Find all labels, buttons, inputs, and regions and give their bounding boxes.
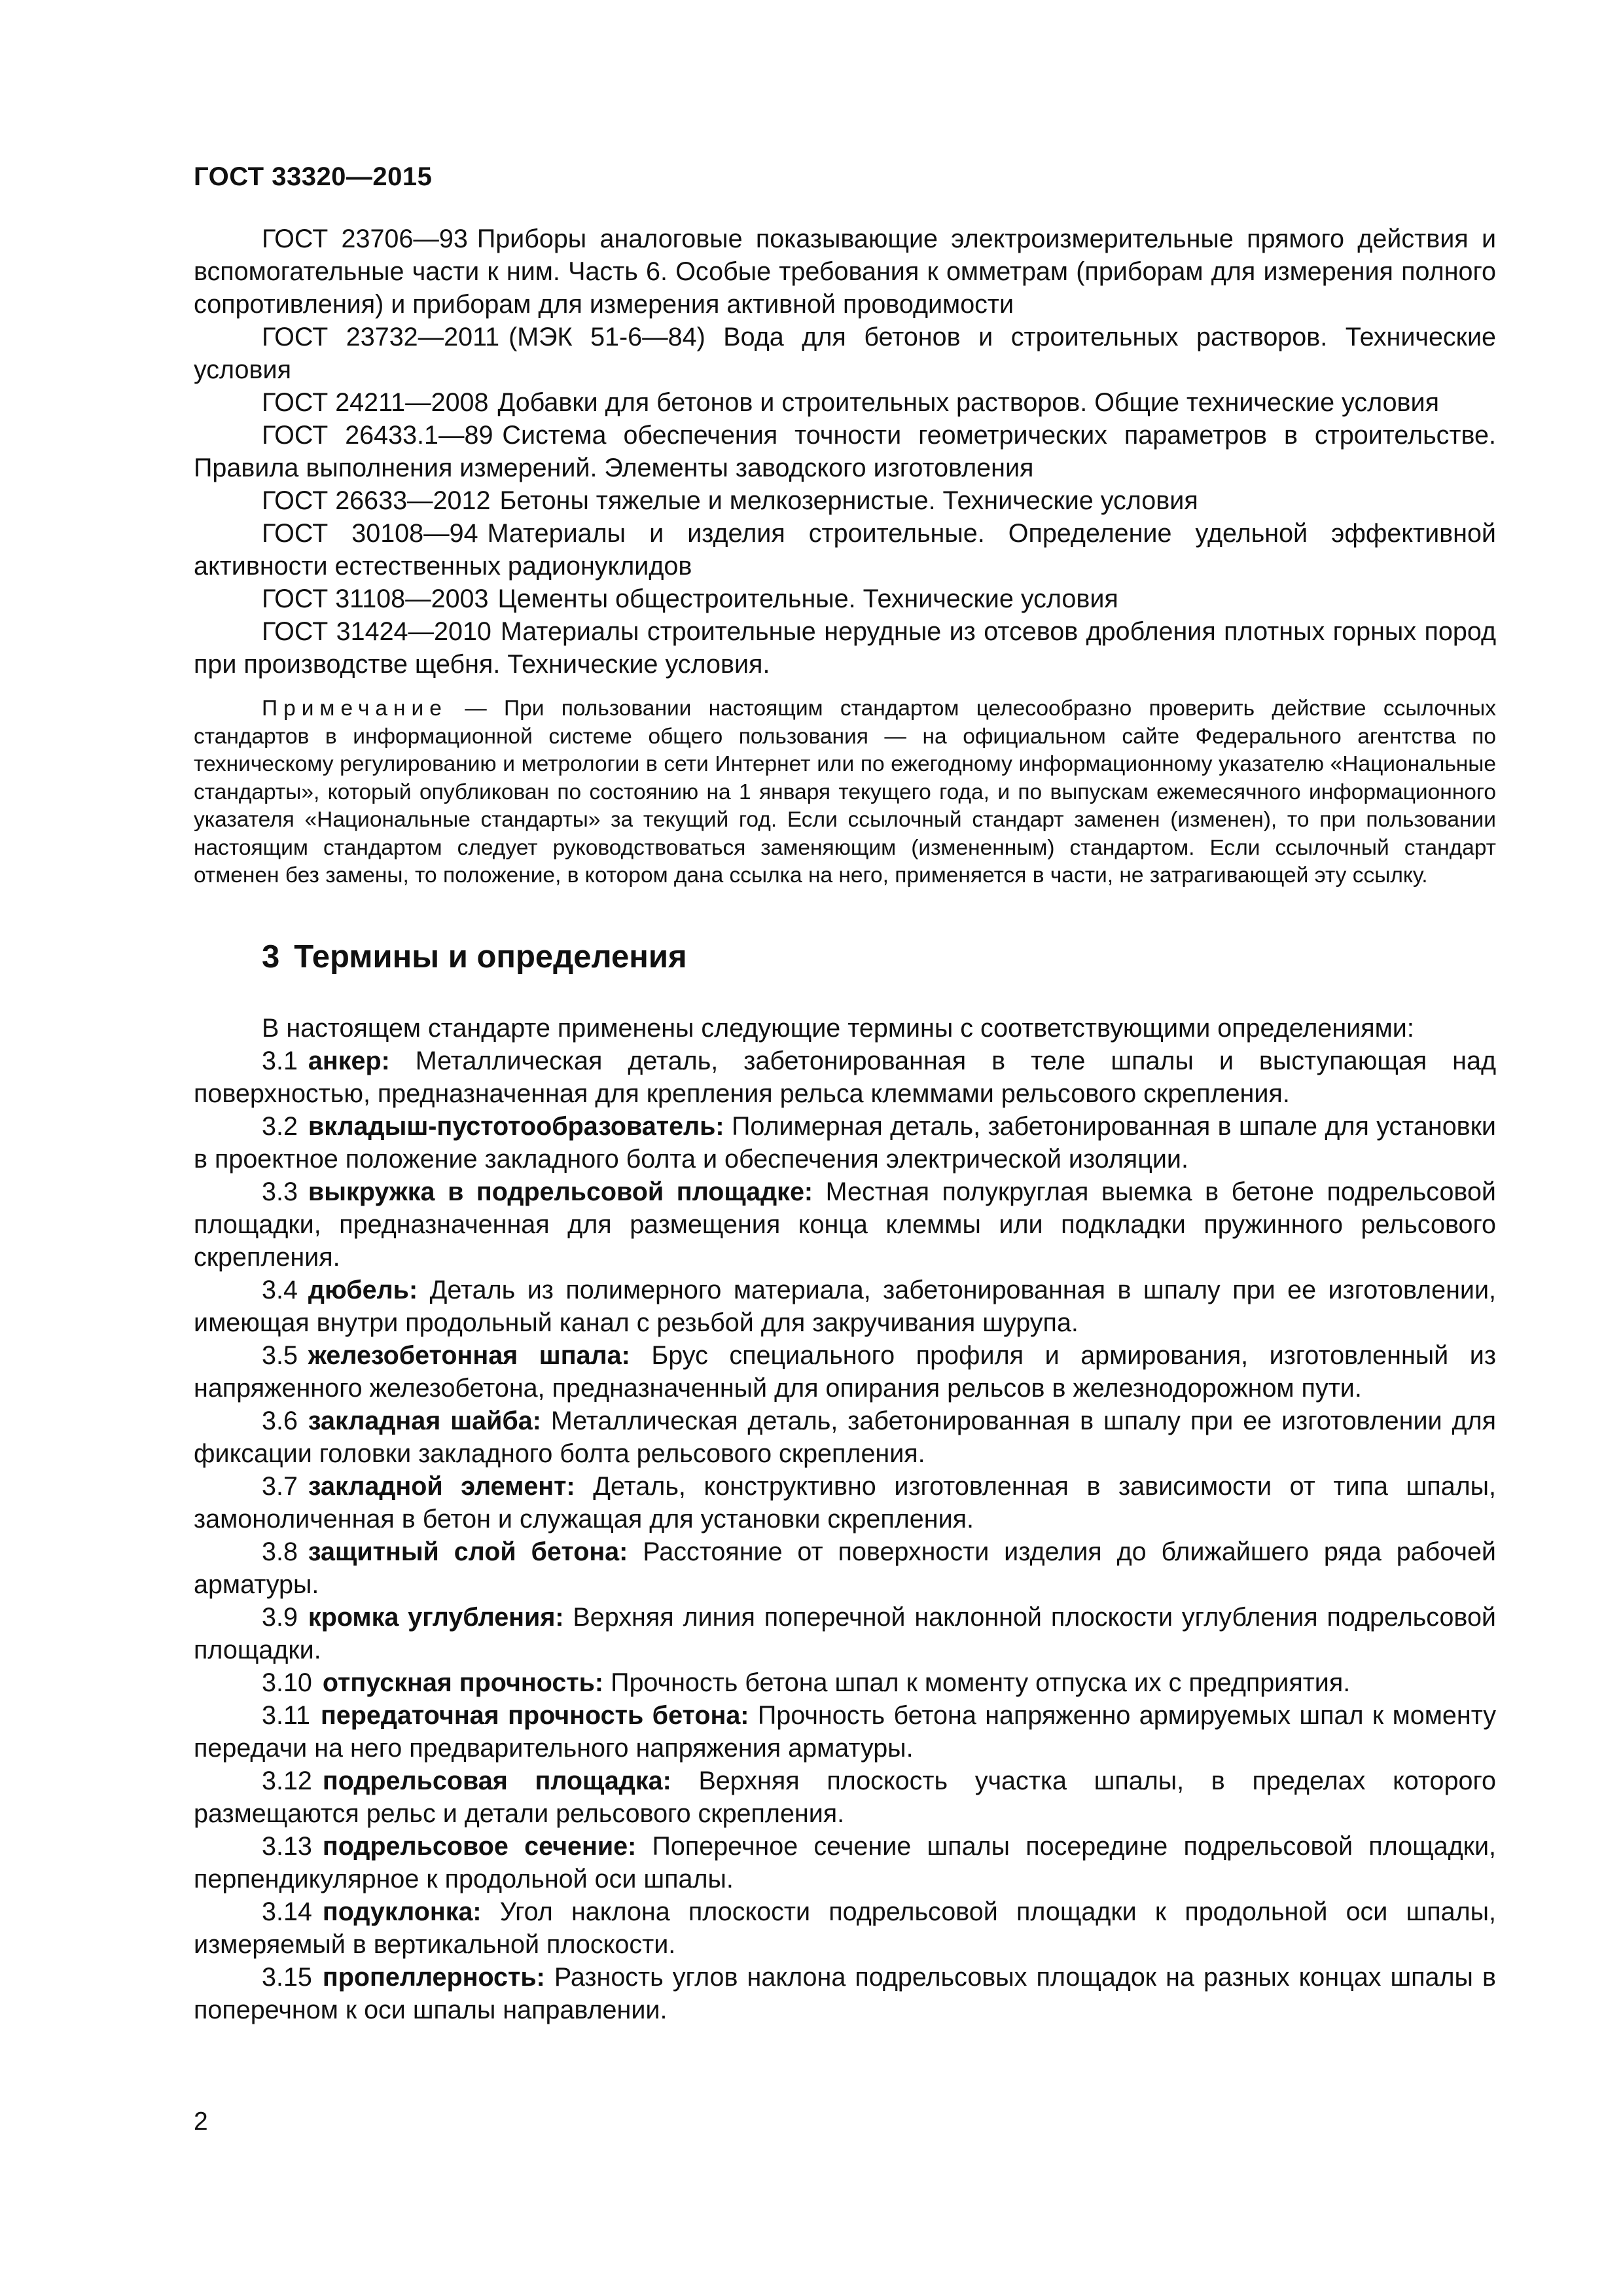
term-name: вкладыш-пустотообразователь: bbox=[308, 1111, 724, 1141]
term-name: анкер: bbox=[308, 1046, 390, 1075]
term-name: пропеллерность: bbox=[322, 1962, 545, 1992]
term-name: кромка углубления: bbox=[308, 1602, 564, 1632]
term-number: 3.9 bbox=[262, 1602, 298, 1632]
term-number: 3.4 bbox=[262, 1275, 298, 1304]
section-number: 3 bbox=[262, 939, 280, 975]
document-body bbox=[194, 223, 1496, 2026]
term-definition: Угол наклона плоскости подрельсовой площадки к продольной оси шпалы, измеряемый в вертикальной плоскости. bbox=[194, 1897, 1496, 1959]
term-entry bbox=[194, 1045, 1496, 1110]
term-entry bbox=[194, 1699, 1496, 1765]
term-entry bbox=[194, 1535, 1496, 1601]
reference-item bbox=[194, 517, 1496, 583]
term-number: 3.1 bbox=[262, 1046, 298, 1075]
term-definition: Верхняя плоскость участка шпалы, в пределах которого размещаются рельс и детали рельсового скрепления. bbox=[194, 1766, 1496, 1828]
reference-item bbox=[194, 615, 1496, 681]
reference-title: Цементы общестроительные. Технические условия bbox=[497, 584, 1118, 613]
term-definition: Брус специального профиля и армирования, изготовленный из напряженного железобетона, предназначенный для опирания рельсов в железнодорожном пути. bbox=[194, 1340, 1496, 1403]
note-paragraph bbox=[194, 695, 1496, 890]
term-name: подуклонка: bbox=[322, 1897, 482, 1926]
term-definition: Металлическая деталь, забетонированная в шпалу при ее изготовлении для фиксации головки закладного болта рельсового скрепления. bbox=[194, 1406, 1497, 1468]
reference-title: Бетоны тяжелые и мелкозернистые. Технические условия bbox=[499, 486, 1198, 515]
term-name: передаточная прочность бетона: bbox=[320, 1700, 749, 1730]
reference-title: Материалы строительные нерудные из отсевов дробления плотных горных пород при производстве щебня. Технические условия. bbox=[194, 617, 1496, 679]
reference-title: Материалы и изделия строительные. Определение удельной эффективной активности естественных радионуклидов bbox=[194, 519, 1496, 581]
note-label: Примечание bbox=[262, 696, 448, 721]
term-entry bbox=[194, 1895, 1496, 1961]
term-entry bbox=[194, 1666, 1496, 1699]
term-entry bbox=[194, 1110, 1496, 1175]
reference-code: ГОСТ 26433.1—89 bbox=[262, 421, 493, 450]
term-name: выкружка в подрельсовой площадке: bbox=[308, 1177, 813, 1206]
reference-title: Приборы аналоговые показывающие электроизмерительные прямого действия и вспомогательные части к ним. Часть 6. Особые требования к омметрам (приборам для измерения полного сопротивления) и приборам для измерения активной проводимости bbox=[194, 224, 1497, 319]
term-name: подрельсовая площадка: bbox=[322, 1766, 671, 1795]
term-entry bbox=[194, 1339, 1496, 1405]
term-number: 3.11 bbox=[262, 1700, 310, 1730]
term-number: 3.13 bbox=[262, 1831, 312, 1861]
reference-title: Система обеспечения точности геометрических параметров в строительстве. Правила выполнения измерений. Элементы заводского изготовления bbox=[194, 421, 1496, 482]
term-name: защитный слой бетона: bbox=[308, 1537, 628, 1566]
term-number: 3.6 bbox=[262, 1406, 298, 1435]
term-definition: Металлическая деталь, забетонированная в теле шпалы и выступающая над поверхностью, предназначенная для крепления рельса клеммами рельсового скрепления. bbox=[194, 1046, 1496, 1108]
term-name: подрельсовое сечение: bbox=[322, 1831, 637, 1861]
reference-item bbox=[194, 386, 1496, 419]
document-header: ГОСТ 33320—2015 bbox=[194, 162, 433, 191]
reference-title: (МЭК 51-6—84) Вода для бетонов и строительных растворов. Технические условия bbox=[194, 323, 1496, 384]
reference-item bbox=[194, 419, 1496, 484]
section-intro: В настоящем стандарте применены следующие термины с соответствующими определениями: bbox=[262, 1013, 1414, 1043]
term-definition: Деталь из полимерного материала, забетонированная в шпалу при ее изготовлении, имеющая внутри продольный канал с резьбой для закручивания шурупа. bbox=[194, 1275, 1496, 1337]
reference-title: Добавки для бетонов и строительных растворов. Общие технические условия bbox=[497, 388, 1439, 417]
term-number: 3.3 bbox=[262, 1177, 298, 1206]
term-definition: Верхняя линия поперечной наклонной плоскости углубления подрельсовой площадки. bbox=[194, 1602, 1496, 1664]
page-number: 2 bbox=[194, 2108, 208, 2136]
reference-code: ГОСТ 23706—93 bbox=[262, 224, 468, 253]
term-definition: Поперечное сечение шпалы посередине подрельсовой площадки, перпендикулярное к продольной оси шпалы. bbox=[194, 1831, 1496, 1893]
term-name: закладная шайба: bbox=[308, 1406, 541, 1435]
reference-code: ГОСТ 30108—94 bbox=[262, 519, 478, 548]
term-number: 3.14 bbox=[262, 1897, 312, 1926]
section-heading bbox=[194, 937, 1496, 977]
term-number: 3.15 bbox=[262, 1962, 312, 1992]
term-entry bbox=[194, 1961, 1496, 2026]
term-name: отпускная прочность: bbox=[322, 1668, 604, 1697]
term-entry bbox=[194, 1175, 1496, 1274]
note-text: — При пользовании настоящим стандартом целесообразно проверить действие ссылочных стандартов в информационной системе общего пользования — на официальном сайте Федерального агентства по техническому регулированию и метрологии в сети Интернет или по ежегодному информационному указателю «Национальные стандарты», который опубликован по состоянию на 1 января текущего года, и по выпускам ежемесячного информационного указателя «Национальные стандарты» за текущий год. Если ссылочный стандарт заменен (изменен), то при пользовании настоящим стандартом следует руководствоваться заменяющим (измененным) стандартом. Если ссылочный стандарт отменен без замены, то положение, в котором дана ссылка на него, применяется в части, не затрагивающей эту ссылку. bbox=[194, 696, 1496, 888]
reference-item bbox=[194, 321, 1496, 386]
term-entry bbox=[194, 1470, 1496, 1535]
term-number: 3.10 bbox=[262, 1668, 312, 1697]
term-name: закладной элемент: bbox=[308, 1471, 575, 1501]
term-number: 3.2 bbox=[262, 1111, 298, 1141]
term-number: 3.12 bbox=[262, 1766, 312, 1795]
term-number: 3.8 bbox=[262, 1537, 298, 1566]
term-definition: Деталь, конструктивно изготовленная в зависимости от типа шпалы, замоноличенная в бетон и служащая для установки скрепления. bbox=[194, 1471, 1496, 1534]
section-title: Термины и определения bbox=[294, 939, 687, 975]
term-name: дюбель: bbox=[308, 1275, 418, 1304]
term-definition: Прочность бетона напряженно армируемых шпал к моменту передачи на него предварительного напряжения арматуры. bbox=[194, 1700, 1496, 1763]
reference-code: ГОСТ 26633—2012 bbox=[262, 486, 491, 515]
term-definition: Расстояние от поверхности изделия до ближайшего ряда рабочей арматуры. bbox=[194, 1537, 1496, 1599]
reference-code: ГОСТ 31424—2010 bbox=[262, 617, 491, 646]
term-definition: Разность углов наклона подрельсовых площадок на разных концах шпалы в поперечном к оси шпалы направлении. bbox=[194, 1962, 1496, 2024]
reference-code: ГОСТ 24211—2008 bbox=[262, 388, 489, 417]
term-name: железобетонная шпала: bbox=[308, 1340, 630, 1370]
term-entry bbox=[194, 1405, 1496, 1470]
reference-code: ГОСТ 23732—2011 bbox=[262, 323, 500, 351]
term-definition: Местная полукруглая выемка в бетоне подрельсовой площадки, предназначенная для размещения конца клеммы или подкладки пружинного рельсового скрепления. bbox=[194, 1177, 1496, 1272]
term-entry bbox=[194, 1274, 1496, 1339]
term-definition: Прочность бетона шпал к моменту отпуска их с предприятия. bbox=[611, 1668, 1351, 1697]
term-entry bbox=[194, 1765, 1496, 1830]
reference-item bbox=[194, 223, 1496, 321]
term-definition: Полимерная деталь, забетонированная в шпале для установки в проектное положение закладного болта и обеспечения электрической изоляции. bbox=[194, 1111, 1496, 1174]
reference-item bbox=[194, 484, 1496, 517]
term-entry bbox=[194, 1830, 1496, 1895]
reference-code: ГОСТ 31108—2003 bbox=[262, 584, 489, 613]
term-number: 3.7 bbox=[262, 1471, 298, 1501]
reference-item bbox=[194, 583, 1496, 615]
term-entry bbox=[194, 1601, 1496, 1666]
term-number: 3.5 bbox=[262, 1340, 298, 1370]
